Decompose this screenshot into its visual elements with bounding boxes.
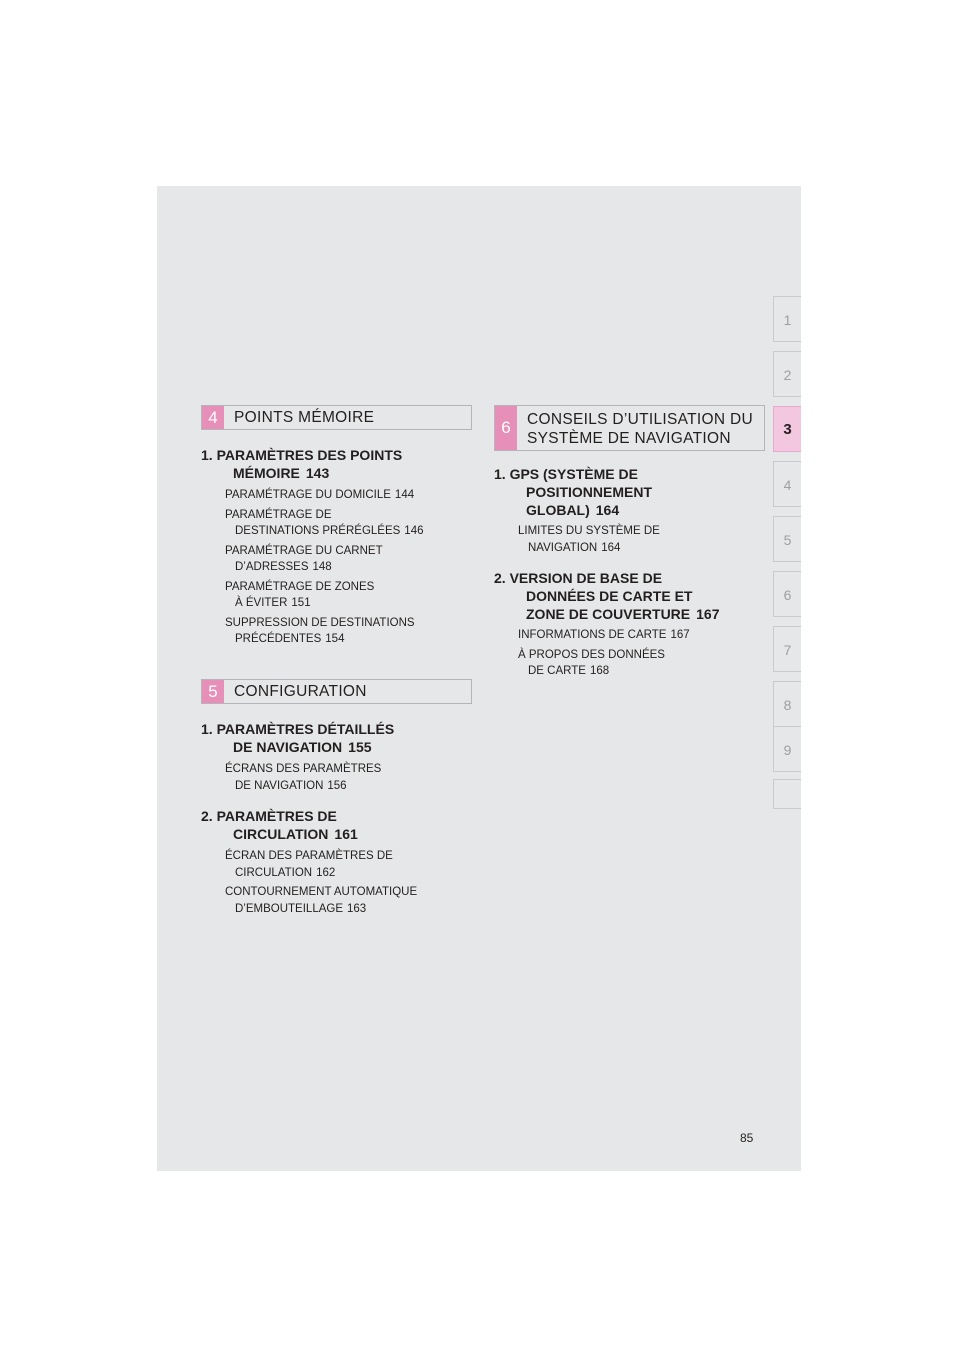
section-title: CONSEILS D’UTILISATION DU SYSTÈME DE NAVIGATION — [527, 411, 753, 447]
toc-sub-entries — [518, 627, 765, 680]
chapter-title-line2: MÉMOIRE 143 — [233, 465, 330, 481]
toc-sub-entry[interactable]: PARAMÉTRAGE DU DOMICILE 144 — [225, 489, 415, 501]
page-number: 161 — [334, 826, 358, 842]
toc-sub-entry[interactable]: À PROPOS DES DONNÉES DE CARTE 168 — [518, 648, 665, 677]
toc-chapter-entry[interactable]: 1. GPS (SYSTÈME DE POSITIONNEMENT GLOBAL) 164 — [494, 466, 653, 518]
tab-2[interactable]: 2 — [773, 351, 801, 397]
page-number-footer: 85 — [740, 1131, 754, 1145]
section-number: 5 — [202, 680, 224, 703]
section-header-5 — [201, 679, 472, 704]
toc-sub-entries — [225, 487, 472, 648]
toc-chapter-entry[interactable]: 1. PARAMÈTRES DÉTAILLÉS DE NAVIGATION 155 — [201, 721, 395, 755]
section-header-4 — [201, 405, 472, 430]
chapter-title-line1: 1. PARAMÈTRES DES POINTS — [201, 447, 403, 463]
toc-sub-entry[interactable]: CONTOURNEMENT AUTOMATIQUE D’EMBOUTEILLAGE 163 — [225, 886, 418, 915]
toc-sub-entry[interactable]: PARAMÉTRAGE DE DESTINATIONS PRÉRÉGLÉES 146 — [225, 508, 424, 537]
tab-8[interactable]: 8 — [773, 681, 801, 727]
page-number: 155 — [348, 739, 372, 755]
toc-sub-entry[interactable]: ÉCRAN DES PARAMÈTRES DE CIRCULATION 162 — [225, 850, 393, 879]
toc-chapter-entry[interactable]: 2. PARAMÈTRES DE CIRCULATION 161 — [201, 808, 358, 842]
page-number: 164 — [595, 502, 620, 518]
toc-sub-entry[interactable]: PARAMÉTRAGE DE ZONES À ÉVITER 151 — [225, 580, 375, 609]
section-title: POINTS MÉMOIRE — [234, 409, 375, 426]
tab-6[interactable]: 6 — [773, 571, 801, 617]
toc-sub-entries — [225, 848, 472, 917]
tab-4[interactable]: 4 — [773, 461, 801, 507]
tab-1[interactable]: 1 — [773, 296, 801, 342]
toc-sub-entry[interactable]: SUPPRESSION DE DESTINATIONS PRÉCÉDENTES 154 — [225, 616, 415, 645]
tab-9[interactable]: 9 — [773, 726, 801, 772]
tab-5[interactable]: 5 — [773, 516, 801, 562]
toc-sub-entry[interactable]: ÉCRANS DES PARAMÈTRES DE NAVIGATION 156 — [225, 763, 382, 792]
tab-3[interactable]: 3 — [773, 406, 801, 452]
toc-chapter-entry[interactable] — [201, 446, 472, 482]
toc-sub-entry[interactable]: PARAMÉTRAGE DU CARNET D’ADRESSES 148 — [225, 544, 383, 573]
toc-chapter-entry[interactable]: 2. VERSION DE BASE DE DONNÉES DE CARTE ET ZONE DE COUVERTURE 167 — [494, 570, 720, 622]
section-header-6 — [494, 405, 765, 451]
section-title: CONFIGURATION — [234, 683, 367, 700]
section-number: 4 — [202, 406, 224, 429]
toc-sub-entry[interactable]: INFORMATIONS DE CARTE 167 — [518, 629, 690, 641]
tab-blank[interactable] — [773, 779, 801, 809]
page-number: 143 — [305, 465, 330, 481]
section-number: 6 — [495, 406, 517, 450]
tab-7[interactable]: 7 — [773, 626, 801, 672]
page-number: 167 — [696, 606, 720, 622]
toc-sub-entry[interactable]: LIMITES DU SYSTÈME DE NAVIGATION 164 — [518, 525, 660, 554]
